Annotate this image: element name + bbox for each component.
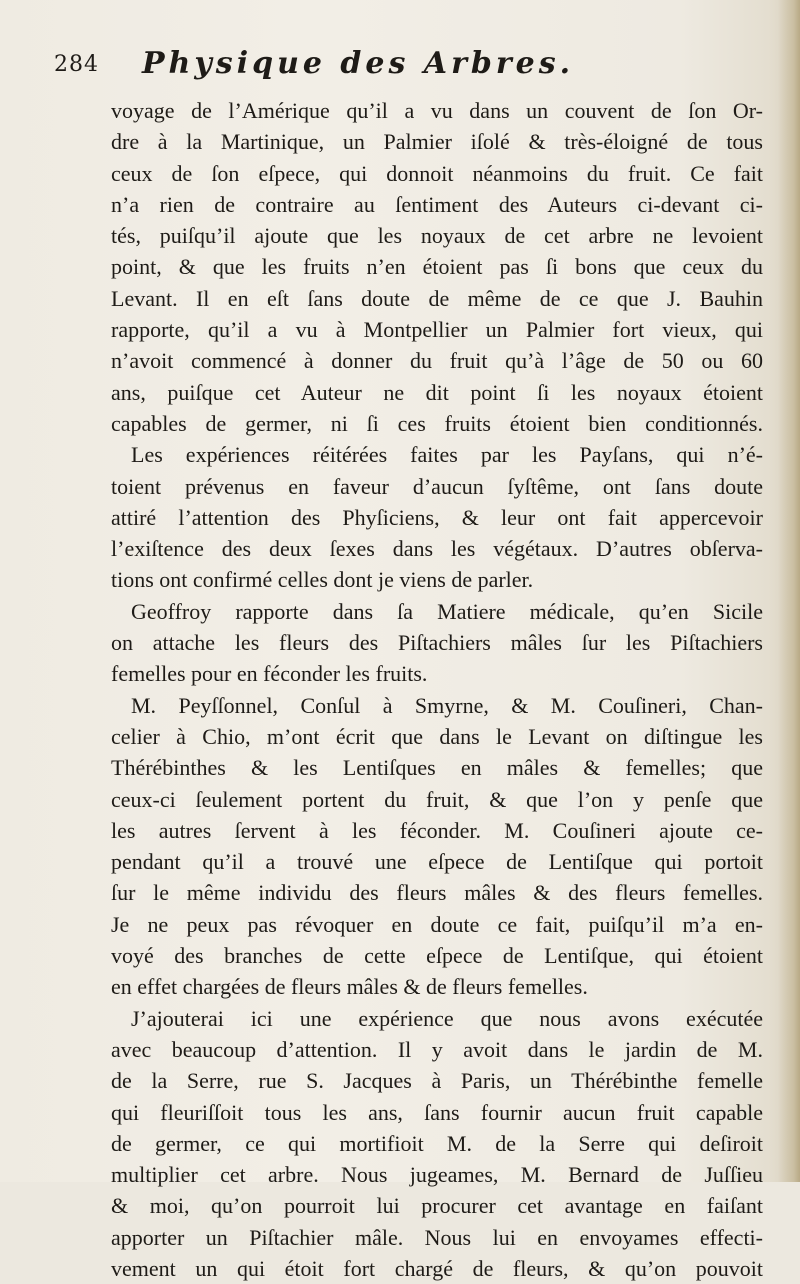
text-line: toient prévenus en faveur d’aucun ſyſtême, ont ſans doute [111, 473, 763, 499]
text-line: rapporte, qu’il a vu à Montpellier un Palmier fort vieux, qui [111, 317, 763, 343]
text-line: & moi, qu’on pourroit lui procurer cet avantage en faiſant [111, 1193, 763, 1219]
text-line: ſur le même individu des fleurs mâles & des fleurs femelles. [111, 880, 763, 906]
text-line: Je ne peux pas révoquer en doute ce fait, puiſqu’il m’a en- [111, 911, 763, 937]
text-line: multiplier cet arbre. Nous jugeames, M. Bernard de Juſſieu [111, 1162, 763, 1188]
page-edge-shadow [778, 0, 800, 1182]
text-line: Thérébinthes & les Lentiſques en mâles & femelles; que [111, 755, 763, 781]
text-line: dre à la Martinique, un Palmier iſolé & très-éloigné de tous [111, 129, 763, 155]
text-line: avec beaucoup d’attention. Il y avoit dans le jardin de M. [111, 1036, 763, 1062]
text-line: en effet chargées de fleurs mâles & de fleurs femelles. [111, 974, 588, 1000]
text-line: point, & que les fruits n’en étoient pas ſi bons que ceux du [111, 254, 763, 280]
text-line: ceux de ſon eſpece, qui donnoit néanmoins du fruit. Ce fait [111, 160, 763, 186]
text-line: de la Serre, rue S. Jacques à Paris, un Thérébinthe femelle [111, 1068, 763, 1094]
text-line: vement un qui étoit fort chargé de fleurs, & qu’on pouvoit [111, 1255, 763, 1281]
text-line: pendant qu’il a trouvé une eſpece de Lentiſque qui portoit [111, 849, 763, 875]
page-number: 284 [54, 52, 99, 77]
text-line: de germer, ce qui mortifioit M. de la Serre qui deſiroit [111, 1130, 763, 1156]
page-header [54, 44, 754, 84]
text-line: voyé des branches de cette eſpece de Lentiſque, qui étoient [111, 943, 763, 969]
text-line: tions ont confirmé celles dont je viens de parler. [111, 567, 534, 593]
text-line: attiré l’attention des Phyſiciens, & leur ont fait appercevoir [111, 504, 763, 530]
text-line: capables de germer, ni ſi ces fruits étoient bien conditionnés. [111, 410, 763, 436]
text-line: ans, puiſque cet Auteur ne dit point ſi les noyaux étoient [111, 379, 763, 405]
text-line: tés, puiſqu’il ajoute que les noyaux de cet arbre ne levoient [111, 223, 763, 249]
text-line: ceux-ci ſeulement portent du fruit, & que l’on y penſe que [111, 786, 763, 812]
text-line: qui fleuriſſoit tous les ans, ſans fournir aucun fruit capable [111, 1099, 763, 1125]
text-line: l’exiſtence des deux ſexes dans les végétaux. D’autres obſerva- [111, 536, 763, 562]
text-line: voyage de l’Amérique qu’il a vu dans un couvent de ſon Or- [111, 98, 763, 123]
text-line: les autres ſervent à les féconder. M. Couſineri ajoute ce- [111, 817, 763, 843]
text-line: M. Peyſſonnel, Conſul à Smyrne, & M. Couſineri, Chan- [131, 692, 763, 718]
text-line: apporter un Piſtachier mâle. Nous lui en envoyames effecti- [111, 1224, 763, 1250]
running-title: Physique des Arbres. [142, 46, 575, 81]
text-line: Geoffroy rapporte dans ſa Matiere médicale, qu’en Sicile [131, 598, 763, 624]
text-line: on attache les fleurs des Piſtachiers mâles ſur les Piſtachiers [111, 630, 763, 656]
text-line: J’ajouterai ici une expérience que nous avons exécutée [131, 1005, 763, 1031]
text-line: n’a rien de contraire au ſentiment des Auteurs ci-devant ci- [111, 191, 763, 217]
text-line: Les expériences réitérées faites par les Payſans, qui n’é- [131, 442, 763, 468]
text-line: n’avoit commencé à donner du fruit qu’à l’âge de 50 ou 60 [111, 348, 763, 374]
text-line: celier à Chio, m’ont écrit que dans le Levant on diſtingue les [111, 723, 763, 749]
body-text [111, 95, 763, 1284]
text-line: femelles pour en féconder les fruits. [111, 661, 428, 687]
text-line: Levant. Il en eſt ſans doute de même de ce que J. Bauhin [111, 285, 763, 311]
